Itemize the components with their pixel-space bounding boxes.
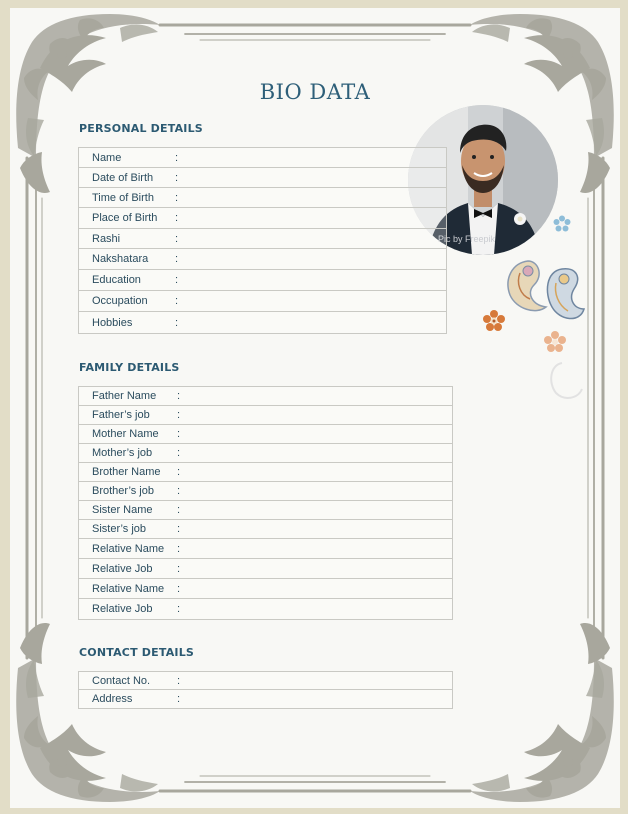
field-colon: : (175, 191, 179, 204)
page-title: BIO DATA (259, 80, 371, 104)
section-heading-family: FAMILY DETAILS (79, 361, 180, 374)
table-row (79, 229, 446, 249)
field-colon: : (177, 504, 181, 516)
table-row (79, 463, 452, 482)
table-row (79, 559, 452, 579)
field-colon: : (175, 274, 179, 286)
field-label: Nakshatara (92, 253, 149, 265)
field-colon: : (175, 171, 179, 184)
family-details-table (78, 386, 453, 620)
flower-icon (544, 331, 566, 353)
field-label: Time of Birth (92, 191, 154, 204)
field-label: Mother’s job (92, 447, 153, 459)
field-colon: : (177, 674, 181, 687)
table-row (79, 579, 452, 599)
table-row (79, 291, 446, 312)
field-colon: : (177, 542, 181, 555)
photo-credit: Pic by Freepik (438, 234, 496, 244)
field-colon: : (175, 212, 179, 224)
field-label: Brother Name (92, 466, 161, 478)
field-colon: : (177, 523, 181, 535)
table-row (79, 501, 452, 520)
field-colon: : (177, 693, 181, 705)
field-colon: : (177, 582, 181, 595)
contact-details-table (78, 671, 453, 709)
table-row (79, 539, 452, 559)
field-label: Father’s job (92, 409, 150, 421)
personal-details-table (78, 147, 447, 334)
field-label: Place of Birth (92, 212, 158, 224)
table-row (79, 690, 452, 708)
table-row (79, 482, 452, 501)
field-label: Relative Job (92, 603, 153, 615)
section-heading-contact: CONTACT DETAILS (79, 646, 195, 659)
field-label: Relative Job (92, 562, 153, 575)
field-colon: : (177, 428, 181, 440)
field-label: Sister’s job (92, 523, 147, 535)
field-colon: : (175, 316, 179, 329)
table-row (79, 425, 452, 444)
table-row (79, 406, 452, 425)
field-label: Mother Name (92, 428, 159, 440)
field-label: Occupation (92, 295, 148, 307)
field-label: Relative Name (92, 582, 165, 595)
field-label: Rashi (92, 232, 121, 245)
table-row (79, 249, 446, 270)
field-colon: : (175, 295, 179, 307)
field-colon: : (175, 151, 179, 164)
section-heading-personal: PERSONAL DETAILS (79, 122, 203, 135)
table-row (79, 270, 446, 291)
flower-icon (483, 310, 505, 332)
field-colon: : (177, 447, 181, 459)
field-label: Hobbies (92, 316, 133, 329)
field-label: Address (92, 693, 133, 705)
table-row (79, 672, 452, 690)
table-row (79, 148, 446, 168)
table-row (79, 312, 446, 333)
field-label: Brother’s job (92, 485, 154, 497)
field-colon: : (177, 390, 181, 402)
field-colon: : (177, 485, 181, 497)
field-colon: : (177, 603, 181, 615)
field-label: Relative Name (92, 542, 165, 555)
field-label: Sister Name (92, 504, 153, 516)
field-colon: : (177, 562, 181, 575)
field-label: Father Name (92, 390, 157, 402)
field-colon: : (177, 409, 181, 421)
table-row (79, 188, 446, 208)
field-colon: : (175, 253, 179, 265)
table-row (79, 208, 446, 229)
table-row (79, 520, 452, 539)
flower-icon (553, 215, 571, 233)
table-row (79, 599, 452, 619)
field-colon: : (175, 232, 179, 245)
table-row (79, 444, 452, 463)
table-row (79, 168, 446, 188)
field-label: Contact No. (92, 674, 151, 687)
field-label: Education (92, 274, 141, 286)
biodata-page (10, 8, 620, 808)
table-row (79, 387, 452, 406)
field-label: Date of Birth (92, 171, 154, 184)
field-label: Name (92, 151, 122, 164)
field-colon: : (177, 466, 181, 478)
